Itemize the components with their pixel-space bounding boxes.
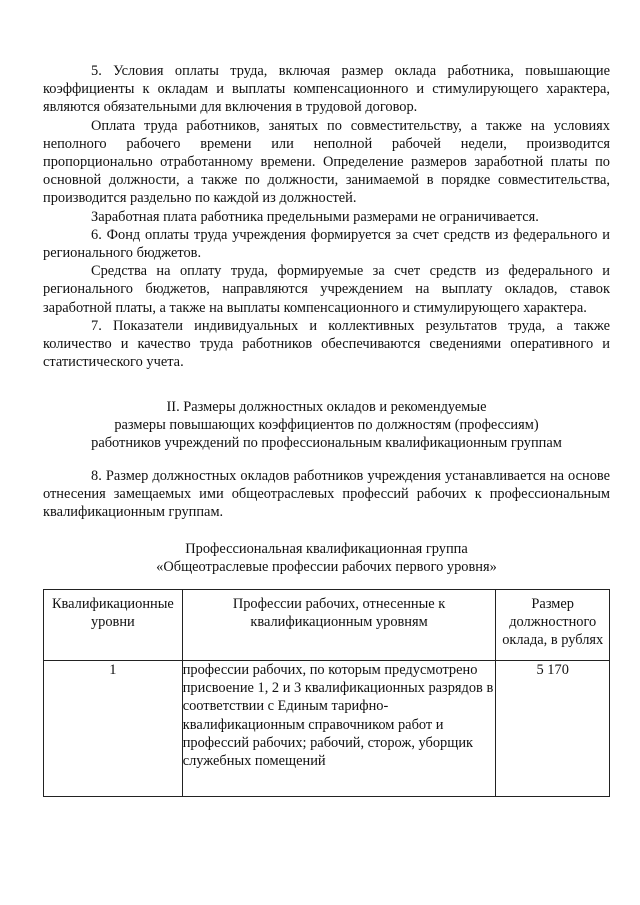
section-heading-line: II. Размеры должностных окладов и рекомендуемые (166, 399, 487, 415)
body-text (43, 62, 610, 371)
section-heading (43, 398, 610, 453)
paragraph: Заработная плата работника предельными размерами не ограничивается. (91, 208, 539, 225)
body-text-section-2 (43, 467, 610, 522)
group-heading (43, 540, 610, 576)
cell-salary: 5 170 (496, 661, 610, 797)
section-heading-line: размеры повышающих коэффициентов по должностям (профессиям) (114, 417, 539, 434)
paragraph: 5. Условия оплаты труда, включая размер оклада работника, повышающие коэффициенты к окладам и выплаты компенсационного и стимулирующего характера, являются обязательными для включения в трудовой договор. (43, 63, 610, 116)
section-heading-line: работников учреждений по профессиональным квалификационным группам (91, 435, 562, 452)
paragraph: 7. Показатели индивидуальных и коллективных результатов труда, а также количество и качество труда работников обеспечиваются сведениями оперативного и статистического учета. (43, 317, 610, 371)
paragraph: Оплата труда работников, занятых по совместительству, а также на условиях неполного рабочего времени или неполной рабочей недели, производится пропорционально отработанному времени. Определение размеров заработной платы по основной должности, а также по должности, занимаемой в порядке совместительства, производится раздельно по каждой из должностей. (43, 117, 610, 207)
qualification-table (43, 589, 610, 797)
table-row (44, 661, 610, 797)
group-heading-line: «Общеотраслевые профессии рабочих первого уровня» (156, 559, 497, 576)
paragraph: Средства на оплату труда, формируемые за счет средств из федерального и регионального бюджетов, направляются учреждением на выплату окладов, ставок заработной платы, а также на выплаты компенсационного и стимулирующего характера. (43, 263, 610, 316)
paragraph: 6. Фонд оплаты труда учреждения формируется за счет средств из федерального и регионального бюджетов. (43, 226, 610, 262)
table-header-row (44, 590, 610, 661)
paragraph: 8. Размер должностных окладов работников учреждения устанавливается на основе отнесения замещаемых ими общеотраслевых профессий рабочих к профессиональным квалификационным группам. (43, 468, 610, 521)
group-heading-line: Профессиональная квалификационная группа (185, 541, 468, 557)
header-professions: Профессии рабочих, отнесенные к квалификационным уровням (182, 590, 496, 661)
header-salary: Размер должностного оклада, в рублях (496, 590, 610, 661)
header-qualification-levels: Квалификационные уровни (44, 590, 183, 661)
cell-professions: профессии рабочих, по которым предусмотрено присвоение 1, 2 и 3 квалификационных разрядов в соответствии с Единым тарифно-квалификационным справочником работ и профессий рабочих; рабочий, сторож, уборщик служебных помещений (182, 661, 496, 797)
cell-level: 1 (44, 661, 183, 797)
